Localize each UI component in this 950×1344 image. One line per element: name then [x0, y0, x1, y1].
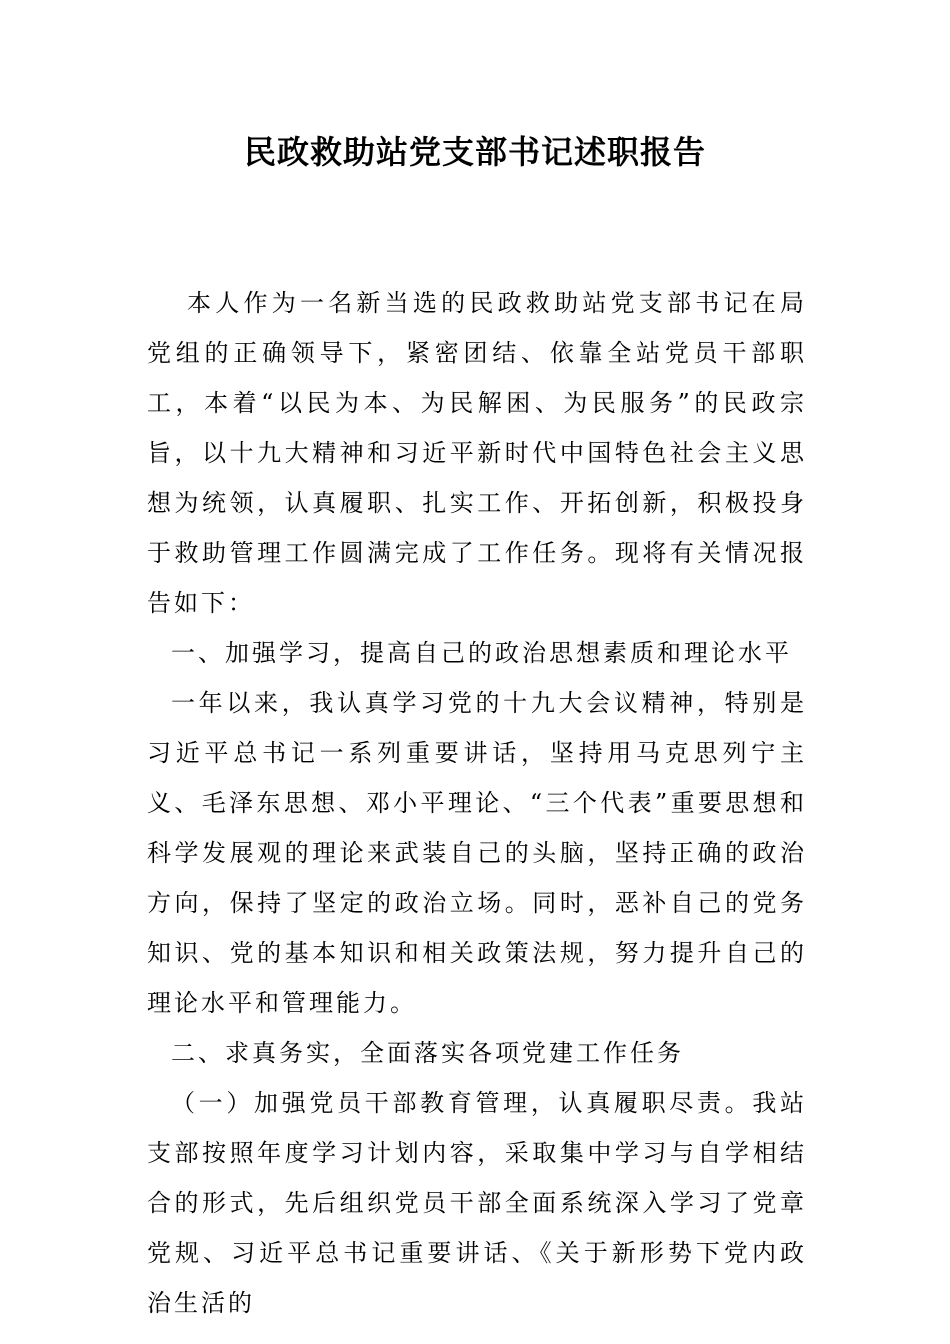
document-body	[147, 278, 807, 1328]
paragraph-education: （一）加强党员干部教育管理，认真履职尽责。我站支部按照年度学习计划内容，采取集中学习与自学相结合的形式，先后组织党员干部全面系统深入学习了党章党规、习近平总书记重要讲话、《关于新形势下党内政治生活的	[147, 1089, 807, 1317]
section-heading-2: 二、求真务实，全面落实各项党建工作任务	[171, 1039, 684, 1067]
paragraph-intro: 本人作为一名新当选的民政救助站党支部书记在局党组的正确领导下，紧密团结、依靠全站党员干部职工，本着“以民为本、为民解困、为民服务”的民政宗旨，以十九大精神和习近平新时代中国特色社会主义思想为统领，认真履职、扎实工作、开拓创新，积极投身于救助管理工作圆满完成了工作任务。现将有关情况报告如下：	[147, 289, 807, 617]
document-title: 民政救助站党支部书记述职报告	[243, 133, 706, 171]
paragraph-study: 一年以来，我认真学习党的十九大会议精神，特别是习近平总书记一系列重要讲话，坚持用马克思列宁主义、毛泽东思想、邓小平理论、“三个代表”重要思想和科学发展观的理论来武装自己的头脑，坚持正确的政治方向，保持了坚定的政治立场。同时，恶补自己的党务知识、党的基本知识和相关政策法规，努力提升自己的理论水平和管理能力。	[147, 689, 807, 1017]
section-heading-1: 一、加强学习，提高自己的政治思想素质和理论水平	[171, 639, 792, 667]
